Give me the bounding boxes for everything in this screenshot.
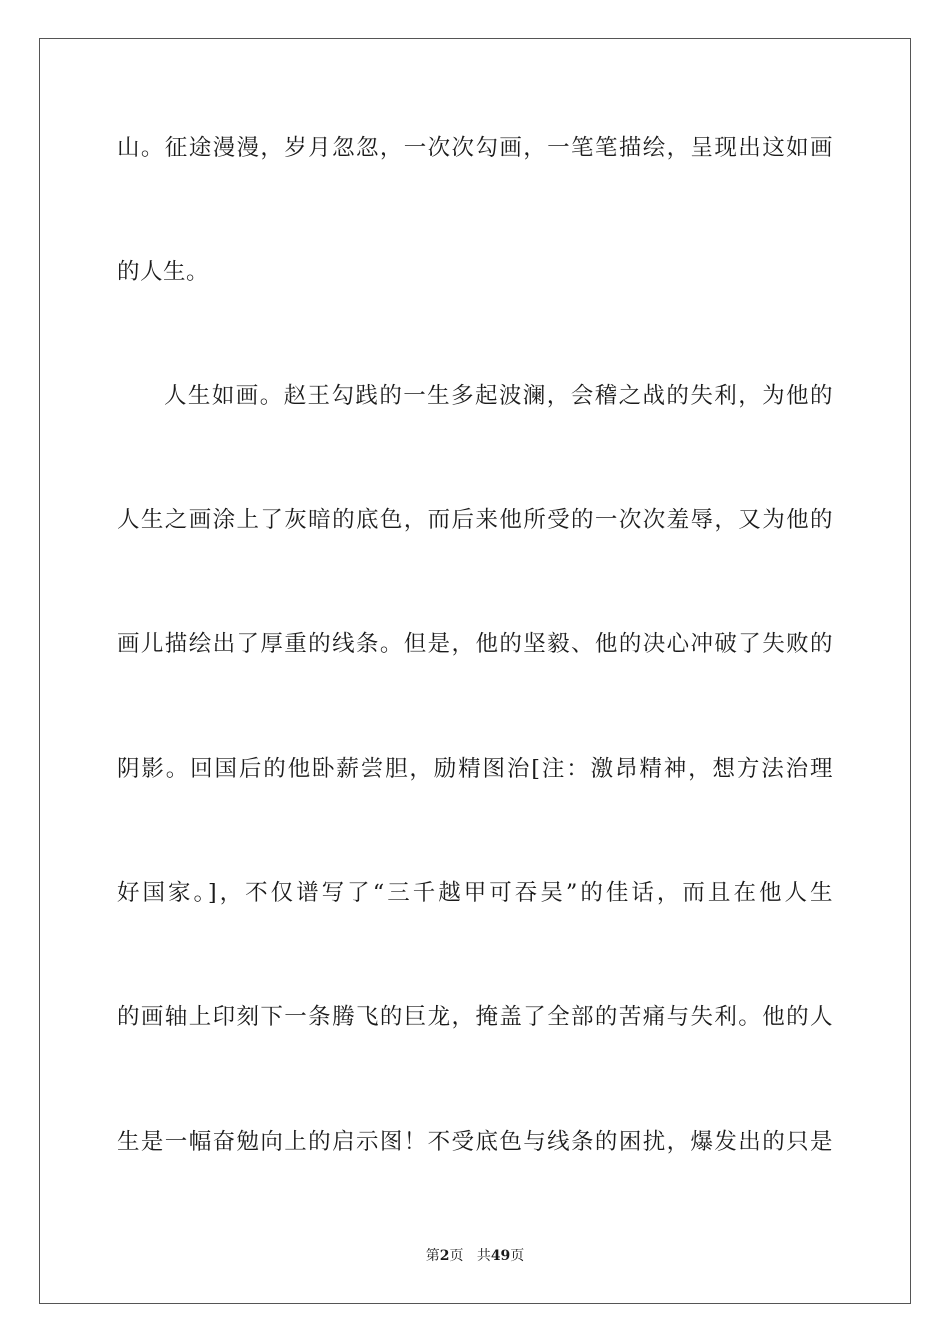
footer-total-unit: 页: [510, 1248, 525, 1264]
page-border: [39, 38, 911, 1304]
text-line-4: 人生之画涂上了灰暗的底色，而后来他所受的一次次羞辱，又为他的: [117, 507, 833, 533]
text-line-2: 的人生。: [117, 259, 210, 285]
footer-page-number: 2: [439, 1248, 450, 1264]
text-line-6: 阴影。回国后的他卧薪尝胆，励精图治[注：激昂精神，想方法治理: [117, 756, 833, 782]
footer-prefix: 第: [425, 1248, 440, 1264]
text-line-9: 生是一幅奋勉向上的启示图！不受底色与线条的困扰，爆发出的只是: [117, 1129, 833, 1155]
text-line-1: 山。征途漫漫，岁月忽忽，一次次勾画，一笔笔描绘，呈现出这如画: [117, 135, 833, 161]
footer-page-unit: 页: [449, 1248, 464, 1264]
text-line-8: 的画轴上印刻下一条腾飞的巨龙，掩盖了全部的苦痛与失利。他的人: [117, 1004, 833, 1030]
page-footer: [0, 1247, 950, 1265]
text-line-3: 人生如画。赵王勾践的一生多起波澜，会稽之战的失利，为他的: [164, 383, 833, 409]
footer-total-prefix: 共: [476, 1248, 491, 1264]
footer-total-pages: 49: [490, 1248, 511, 1264]
text-line-7: 好国家。]，不仅谱写了“三千越甲可吞吴”的佳话，而且在他人生: [117, 880, 833, 906]
text-line-5: 画儿描绘出了厚重的线条。但是，他的坚毅、他的决心冲破了失败的: [117, 631, 833, 657]
